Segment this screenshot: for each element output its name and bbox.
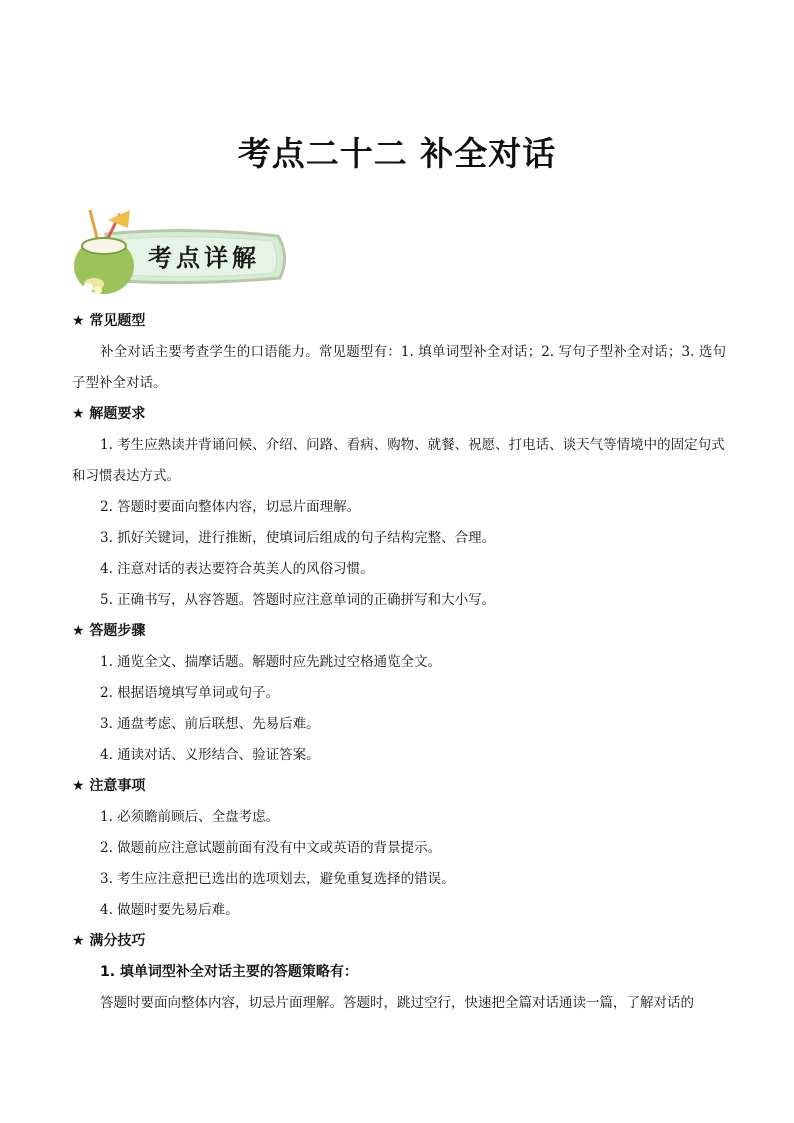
list-item: 1. 考生应熟读并背诵问候、介绍、问路、看病、购物、就餐、祝愿、打电话、谈天气等情境中的固定句式和习惯表达方式。 (72, 437, 725, 484)
document-body (72, 306, 726, 1019)
list-item: 3. 抓好关键词，进行推断，使填词后组成的句子结构完整、合理。 (100, 530, 496, 546)
list-item: 1. 通览全文、揣摩话题。解题时应先跳过空格通览全文。 (100, 654, 442, 670)
list-item: 2. 根据语境填写单词或句子。 (100, 685, 280, 701)
page-title: 考点二十二 补全对话 (237, 134, 557, 173)
section-heading-tips: ★ 满分技巧 (72, 933, 146, 949)
list-item: 5. 正确书写，从容答题。答题时应注意单词的正确拼写和大小写。 (100, 592, 496, 608)
list-item: 1. 必须瞻前顾后、全盘考虑。 (100, 809, 280, 825)
list-item: 2. 答题时要面向整体内容，切忌片面理解。 (100, 499, 361, 515)
coconut-icon (74, 210, 134, 294)
section-heading-steps: ★ 答题步骤 (72, 623, 146, 639)
list-item: 4. 通读对话、义形结合、验证答案。 (100, 747, 320, 763)
section-heading-requirements: ★ 解题要求 (72, 406, 146, 422)
list-item: 2. 做题前应注意试题前面有没有中文或英语的背景提示。 (100, 840, 442, 856)
sub-heading-fill-word-strategy: 1. 填单词型补全对话主要的答题策略有： (100, 964, 358, 980)
section-heading-notes: ★ 注意事项 (72, 778, 146, 794)
list-item: 3. 通盘考虑、前后联想、先易后难。 (100, 716, 320, 732)
paragraph-fill-word-strategy: 答题时要面向整体内容，切忌片面理解。答题时，跳过空行，快速把全篇对话通读一篇，了解对话的 (100, 995, 694, 1011)
badge-label: 考点详解 (148, 244, 260, 272)
list-item: 4. 注意对话的表达要符合英美人的风俗习惯。 (100, 561, 374, 577)
list-item: 3. 考生应注意把已选出的选项划去，避免重复选择的错误。 (100, 871, 455, 887)
list-item: 4. 做题时要先易后难。 (100, 902, 239, 918)
section-heading-question-types: ★ 常见题型 (72, 313, 146, 329)
paragraph-question-types: 补全对话主要考查学生的口语能力。常见题型有：1. 填单词型补全对话；2. 写句子型补全对话；3. 选句子型补全对话。 (72, 344, 726, 391)
